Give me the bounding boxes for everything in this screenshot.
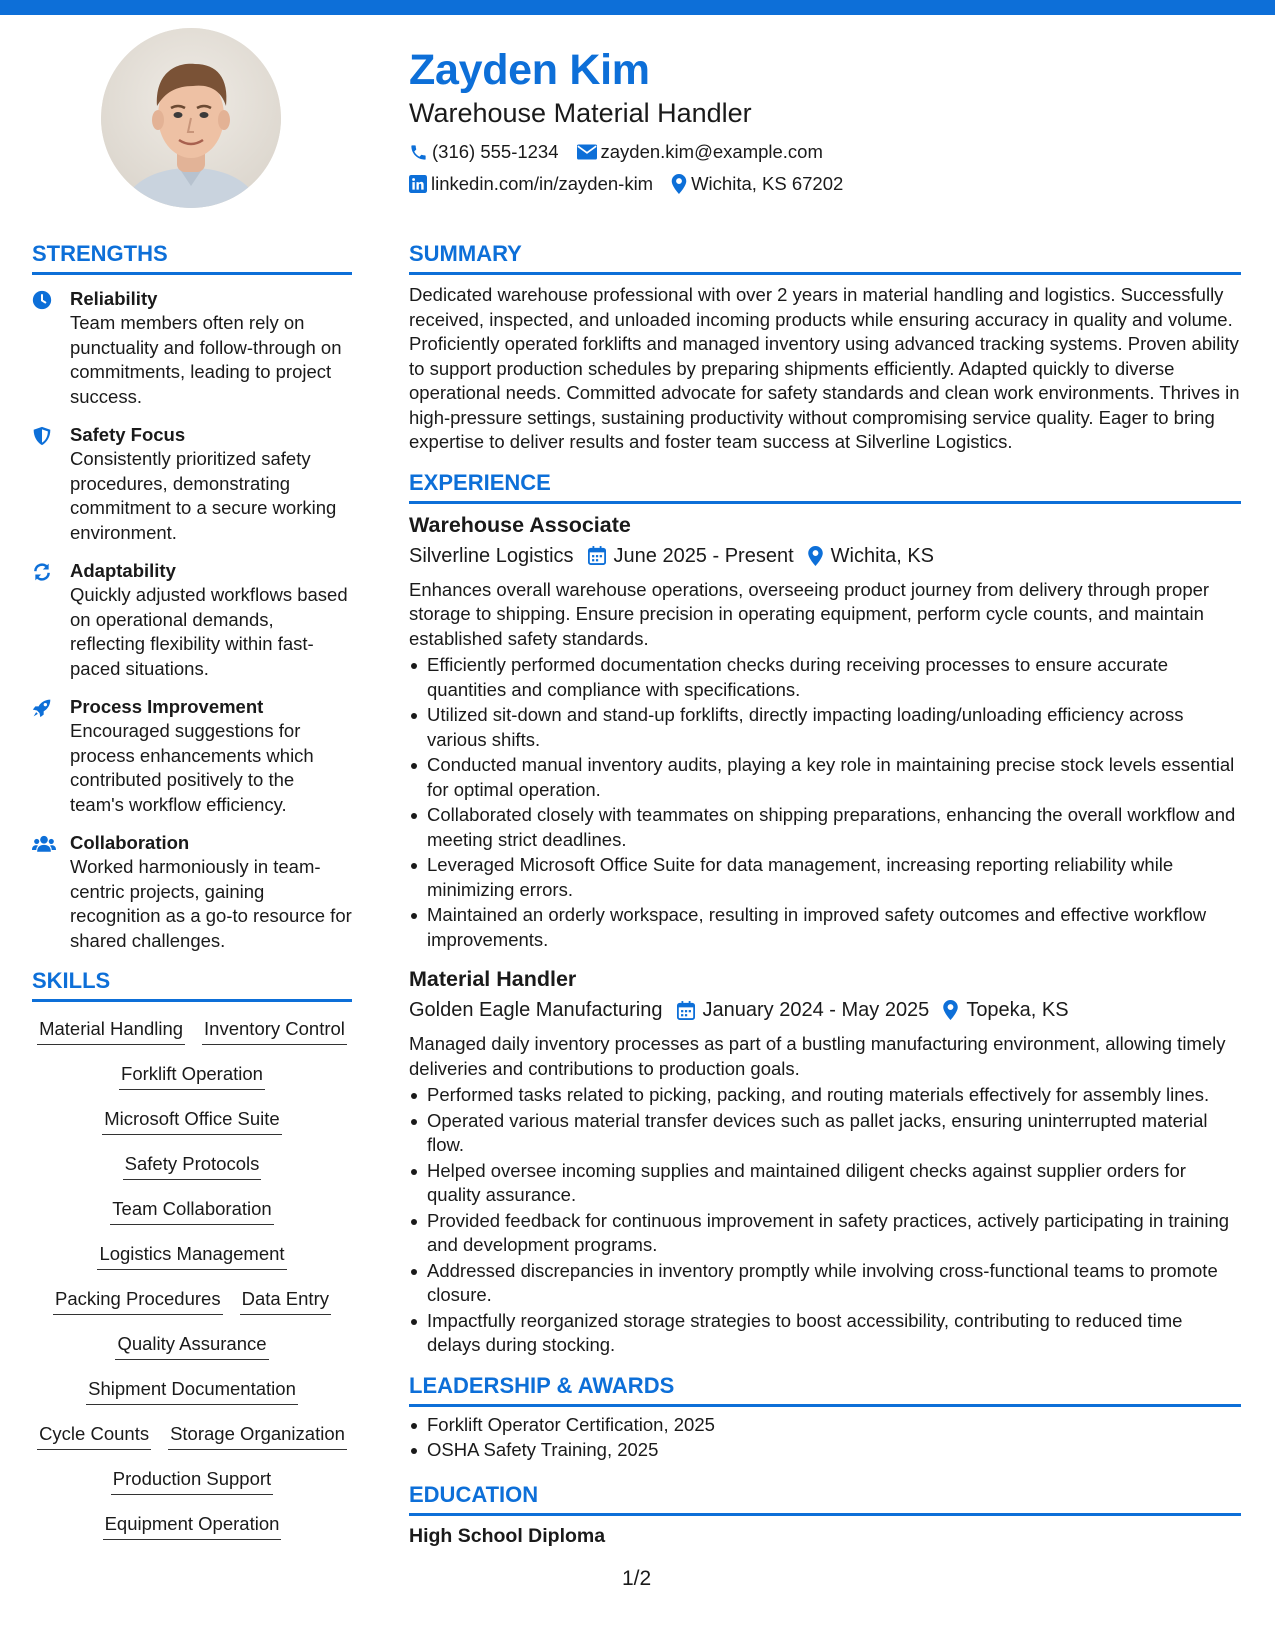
strength-description: Worked harmoniously in team-centric projects, gaining recognition as a go-to resource for shared challenges. xyxy=(70,856,352,951)
strength-item xyxy=(32,695,352,817)
strength-description: Team members often rely on punctuality and follow-through on commitments, leading to project success. xyxy=(70,312,342,407)
education-heading: EDUCATION xyxy=(409,1481,1241,1516)
skill-tag: Logistics Management xyxy=(97,1241,286,1270)
sync-icon xyxy=(32,562,52,582)
skills-row xyxy=(32,1286,352,1331)
skills-row xyxy=(32,1241,352,1286)
strength-item xyxy=(32,287,352,409)
right-column xyxy=(409,240,1241,1550)
skills-row xyxy=(32,1511,352,1556)
job-dates-text: January 2024 - May 2025 xyxy=(702,999,930,1021)
skills-row xyxy=(32,1331,352,1376)
job-company: Silverline Logistics xyxy=(409,544,574,567)
calendar-icon xyxy=(677,1001,695,1020)
job-title: Warehouse Associate xyxy=(409,512,631,537)
top-accent-bar xyxy=(0,0,1275,15)
strength-item xyxy=(32,559,352,681)
skills-row xyxy=(32,1106,352,1151)
strength-description: Consistently prioritized safety procedures, demonstrating commitment to a secure working environment. xyxy=(70,448,337,543)
skills-row xyxy=(32,1196,352,1241)
summary-text: Dedicated warehouse professional with over 2 years in material handling and logistics. Successfully received, inspected, and unloaded incoming products while ensuring accuracy in quality and volume. Proficiently operated forklifts and managed inventory using advanced tracking systems. Proven ability to support production schedules by preparing shipments efficiently. Adapted quickly to diverse operational needs. Committed advocate for safety standards and clean work environments. Thrives in high-pressure settings, sustaining productivity without compromising service quality. Eager to bring expertise to deliver results and foster team success at Silverline Logistics. xyxy=(409,284,1240,452)
education-degree: High School Diploma xyxy=(409,1524,606,1547)
skill-tag: Equipment Operation xyxy=(103,1511,282,1540)
job-location xyxy=(943,994,1068,1026)
email-text: zayden.kim@example.com xyxy=(600,141,823,162)
skill-tag: Safety Protocols xyxy=(123,1151,262,1180)
skill-tag: Material Handling xyxy=(37,1016,185,1045)
left-column xyxy=(32,240,352,1556)
skill-tag: Inventory Control xyxy=(202,1016,347,1045)
award-item: Forklift Operator Certification, 2025 xyxy=(409,1413,1241,1438)
job-description: Managed daily inventory processes as part of a bustling manufacturing environment, allowing timely deliveries and contributions to production goals. xyxy=(409,1033,1226,1079)
candidate-name: Zayden Kim xyxy=(409,46,650,94)
job-bullets xyxy=(409,1083,1241,1358)
job-bullet: Provided feedback for continuous improvement in safety practices, actively participating in training and development programs. xyxy=(409,1209,1241,1258)
leadership-list xyxy=(409,1413,1241,1463)
shield-icon xyxy=(32,426,52,446)
clock-icon xyxy=(32,290,52,310)
job-bullet: Performed tasks related to picking, packing, and routing materials effectively for assembly lines. xyxy=(409,1083,1241,1108)
job-dates xyxy=(677,994,930,1026)
skill-tag: Packing Procedures xyxy=(53,1286,223,1315)
strength-title: Adaptability xyxy=(70,560,176,581)
job-dates-text: June 2025 - Present xyxy=(613,544,794,567)
skills-row xyxy=(32,1151,352,1196)
job-location-text: Topeka, KS xyxy=(966,999,1069,1021)
job-bullet: Impactfully reorganized storage strategies to boost accessibility, contributing to reduced time delays during stocking. xyxy=(409,1309,1241,1358)
summary-heading: SUMMARY xyxy=(409,240,1241,275)
job-description: Enhances overall warehouse operations, overseeing product journey from delivery through proper storage to shipping. Ensure precision in operating equipment, perform cycle counts, and maintain established safety standards. xyxy=(409,578,1210,649)
skills-row xyxy=(32,1421,352,1466)
job-dates xyxy=(588,540,794,572)
job-entry xyxy=(409,510,1241,953)
profile-photo xyxy=(101,28,281,208)
job-bullet: Collaborated closely with teammates on shipping preparations, enhancing the overall workflow and meeting strict deadlines. xyxy=(409,803,1241,852)
contact-row-2 xyxy=(409,168,1239,200)
job-bullets xyxy=(409,653,1241,952)
map-pin-icon xyxy=(808,546,823,566)
contact-linkedin[interactable] xyxy=(409,168,653,200)
job-bullet: Leveraged Microsoft Office Suite for data management, increasing reporting reliability while minimizing errors. xyxy=(409,853,1241,902)
envelope-icon xyxy=(577,144,597,160)
job-bullet: Utilized sit-down and stand-up forklifts, directly impacting loading/unloading efficiency across various shifts. xyxy=(409,703,1241,752)
candidate-title: Warehouse Material Handler xyxy=(409,98,752,128)
strength-title: Reliability xyxy=(70,288,158,309)
skills-row xyxy=(32,1466,352,1511)
strength-title: Process Improvement xyxy=(70,696,264,717)
job-bullet: Efficiently performed documentation checks during receiving processes to ensure accurate quantities and compliance with specifications. xyxy=(409,653,1241,702)
contact-email[interactable] xyxy=(577,136,823,168)
skills-row xyxy=(32,1061,352,1106)
linkedin-text: linkedin.com/in/zayden-kim xyxy=(431,173,654,194)
contact-phone xyxy=(409,136,559,168)
experience-heading: EXPERIENCE xyxy=(409,469,1241,504)
job-entry xyxy=(409,964,1241,1358)
skills-list xyxy=(32,1016,352,1556)
strength-title: Collaboration xyxy=(70,832,190,853)
job-location-text: Wichita, KS xyxy=(830,544,934,567)
resume-header xyxy=(409,44,1239,200)
skill-tag: Production Support xyxy=(111,1466,273,1495)
location-text: Wichita, KS 67202 xyxy=(691,173,844,194)
strength-title: Safety Focus xyxy=(70,424,186,445)
strength-item xyxy=(32,423,352,545)
contact-row-1 xyxy=(409,136,1239,168)
strengths-heading: STRENGTHS xyxy=(32,240,352,275)
job-company: Golden Eagle Manufacturing xyxy=(409,999,663,1021)
skill-tag: Microsoft Office Suite xyxy=(102,1106,281,1135)
skill-tag: Team Collaboration xyxy=(110,1196,273,1225)
linkedin-icon xyxy=(409,175,427,193)
job-meta xyxy=(409,994,1241,1026)
page-number: 1/2 xyxy=(622,1567,652,1590)
award-item: OSHA Safety Training, 2025 xyxy=(409,1438,1241,1463)
strength-description: Encouraged suggestions for process enhancements which contributed positively to the team's workflow efficiency. xyxy=(70,720,314,815)
skill-tag: Cycle Counts xyxy=(37,1421,151,1450)
skills-heading: SKILLS xyxy=(32,967,352,1002)
users-icon xyxy=(32,834,56,854)
phone-text: (316) 555-1234 xyxy=(432,141,559,162)
phone-icon xyxy=(409,143,428,162)
job-meta xyxy=(409,540,1241,572)
map-pin-icon xyxy=(943,1000,958,1020)
strength-item xyxy=(32,831,352,953)
skill-tag: Forklift Operation xyxy=(119,1061,265,1090)
map-pin-icon xyxy=(671,174,687,194)
leadership-heading: LEADERSHIP & AWARDS xyxy=(409,1372,1241,1407)
job-bullet: Operated various material transfer devices such as pallet jacks, ensuring uninterrupted material flow. xyxy=(409,1109,1241,1158)
skill-tag: Data Entry xyxy=(240,1286,331,1315)
skills-row xyxy=(32,1376,352,1421)
skill-tag: Quality Assurance xyxy=(115,1331,268,1360)
skills-row xyxy=(32,1016,352,1061)
job-bullet: Addressed discrepancies in inventory promptly while involving cross-functional teams to promote closure. xyxy=(409,1259,1241,1308)
calendar-icon xyxy=(588,546,606,565)
job-title: Material Handler xyxy=(409,967,577,991)
skill-tag: Storage Organization xyxy=(168,1421,347,1450)
job-bullet: Conducted manual inventory audits, playing a key role in maintaining precise stock levels essential for optimal operation. xyxy=(409,753,1241,802)
strength-description: Quickly adjusted workflows based on operational demands, reflecting flexibility within fast-paced situations. xyxy=(70,584,348,679)
job-bullet: Helped oversee incoming supplies and maintained diligent checks against supplier orders for quality assurance. xyxy=(409,1159,1241,1208)
contact-location xyxy=(671,168,843,200)
rocket-icon xyxy=(32,698,52,718)
job-bullet: Maintained an orderly workspace, resulting in improved safety outcomes and effective workflow improvements. xyxy=(409,903,1241,952)
skill-tag: Shipment Documentation xyxy=(86,1376,298,1405)
job-location xyxy=(808,540,934,572)
